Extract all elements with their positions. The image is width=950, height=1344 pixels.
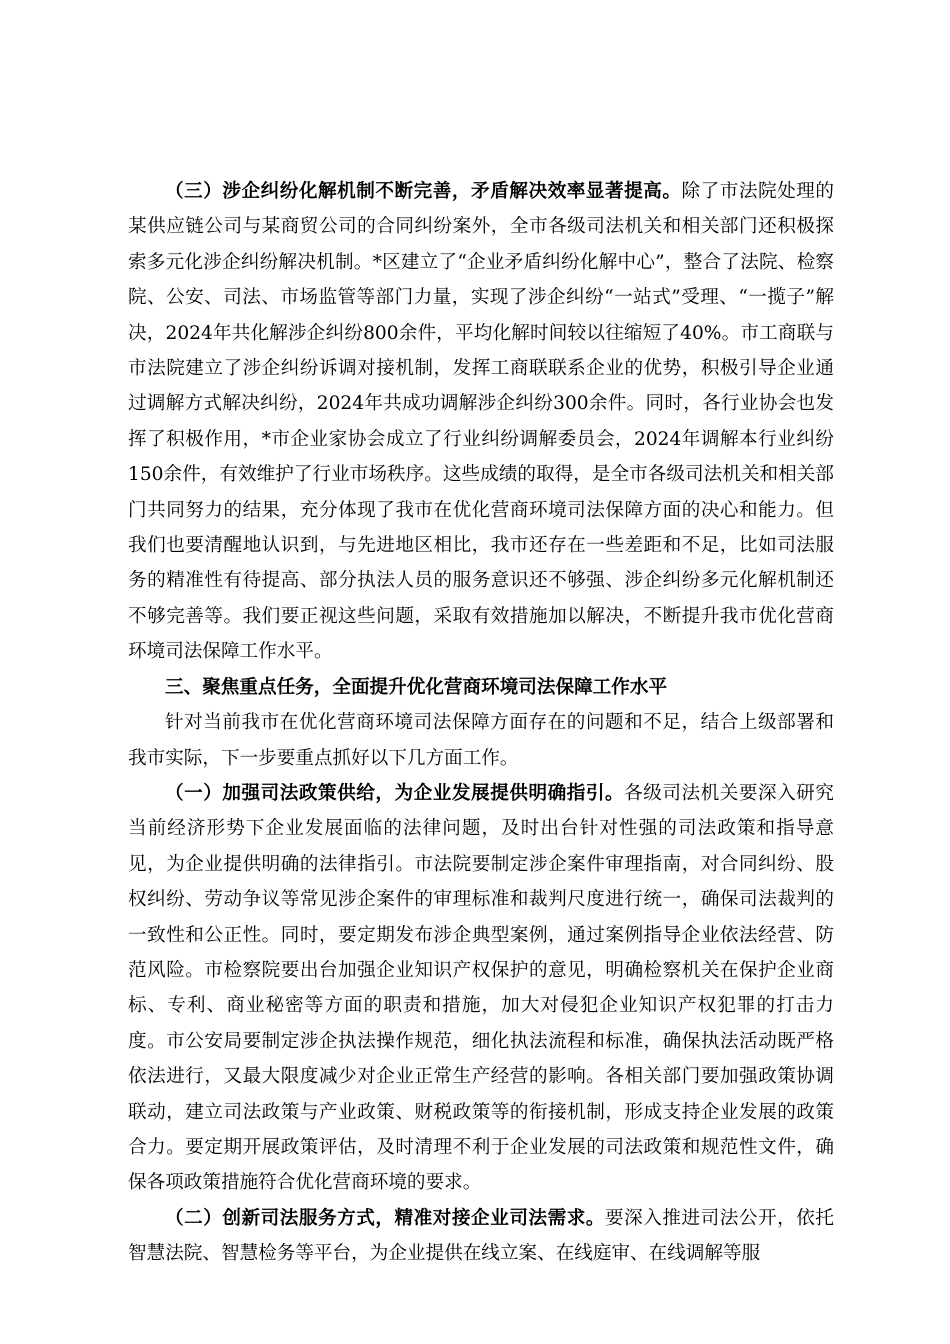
section-heading: 三、聚焦重点任务，全面提升优化营商环境司法保障工作水平 xyxy=(165,676,668,698)
paragraph-text: 各级司法机关要深入研究当前经济形势下企业发展面临的法律问题，及时出台针对性强的司法政策和指导意见，为企业提供明确的法律指引。市法院要制定涉企案件审理指南，对合同纠纷、股权纠纷、劳动争议等常见涉企案件的审理标准和裁判尺度进行统一，确保司法裁判的一致性和公正性。同时，要定期发布涉企典型案例，通过案例指导企业依法经营、防范风险。市检察院要出台加强企业知识产权保护的意见，明确检察机关在保护企业商标、专利、商业秘密等方面的职责和措施，加大对侵犯企业知识产权犯罪的打击力度。市公安局要制定涉企执法操作规范，细化执法流程和标准，确保执法活动既严格依法进行，又最大限度减少对企业正常生产经营的影响。各相关部门要加强政策协调联动，建立司法政策与产业政策、财税政策等的衔接机制，形成支持企业发展的政策合力。要定期开展政策评估，及时清理不利于企业发展的司法政策和规范性文件，确保各项政策措施符合优化营商环境的要求。 xyxy=(128,782,834,1194)
paragraph-text: 要深入推进司法公开，依托智慧法院、智慧检务等平台，为企业提供在线立案、在线庭审、在线调解等服 xyxy=(128,1207,834,1265)
paragraph-lead: （二）创新司法服务方式，精准对接企业司法需求。 xyxy=(165,1207,605,1229)
paragraph-text: 除了市法院处理的某供应链公司与某商贸公司的合同纠纷案外，全市各级司法机关和相关部门还积极探索多元化涉企纠纷解决机制。*区建立了“企业矛盾纠纷化解中心”，整合了法院、检察院、公安、司法、市场监管等部门力量，实现了涉企纠纷“一站式”受理、“一揽子”解决，2024年共化解涉企纠纷800余件，平均化解时间较以往缩短了40%。市工商联与市法院建立了涉企纠纷诉调对接机制，发挥工商联联系企业的优势，积极引导企业通过调解方式解决纠纷，2024年共成功调解涉企纠纷300余件。同时，各行业协会也发挥了积极作用，*市企业家协会成立了行业纠纷调解委员会，2024年调解本行业纠纷150余件，有效维护了行业市场秩序。这些成绩的取得，是全市各级司法机关和相关部门共同努力的结果，充分体现了我市在优化营商环境司法保障方面的决心和能力。但我们也要清醒地认识到，与先进地区相比，我市还存在一些差距和不足，比如司法服务的精准性有待提高、部分执法人员的服务意识还不够强、涉企纠纷多元化解机制还不够完善等。我们要正视这些问题，采取有效措施加以解决，不断提升我市优化营商环境司法保障工作水平。 xyxy=(128,181,834,663)
document-body xyxy=(128,174,834,1272)
paragraph-intro xyxy=(128,705,834,776)
paragraph-dispute-resolution xyxy=(128,174,834,670)
paragraph-service-innovation xyxy=(128,1201,834,1272)
paragraph-lead: （一）加强司法政策供给，为企业发展提供明确指引。 xyxy=(165,782,625,804)
paragraph-text: 针对当前我市在优化营商环境司法保障方面存在的问题和不足，结合上级部署和我市实际，下一步要重点抓好以下几方面工作。 xyxy=(128,712,834,769)
paragraph-lead: （三）涉企纠纷化解机制不断完善，矛盾解决效率显著提高。 xyxy=(165,181,682,202)
paragraph-policy-supply xyxy=(128,776,834,1201)
